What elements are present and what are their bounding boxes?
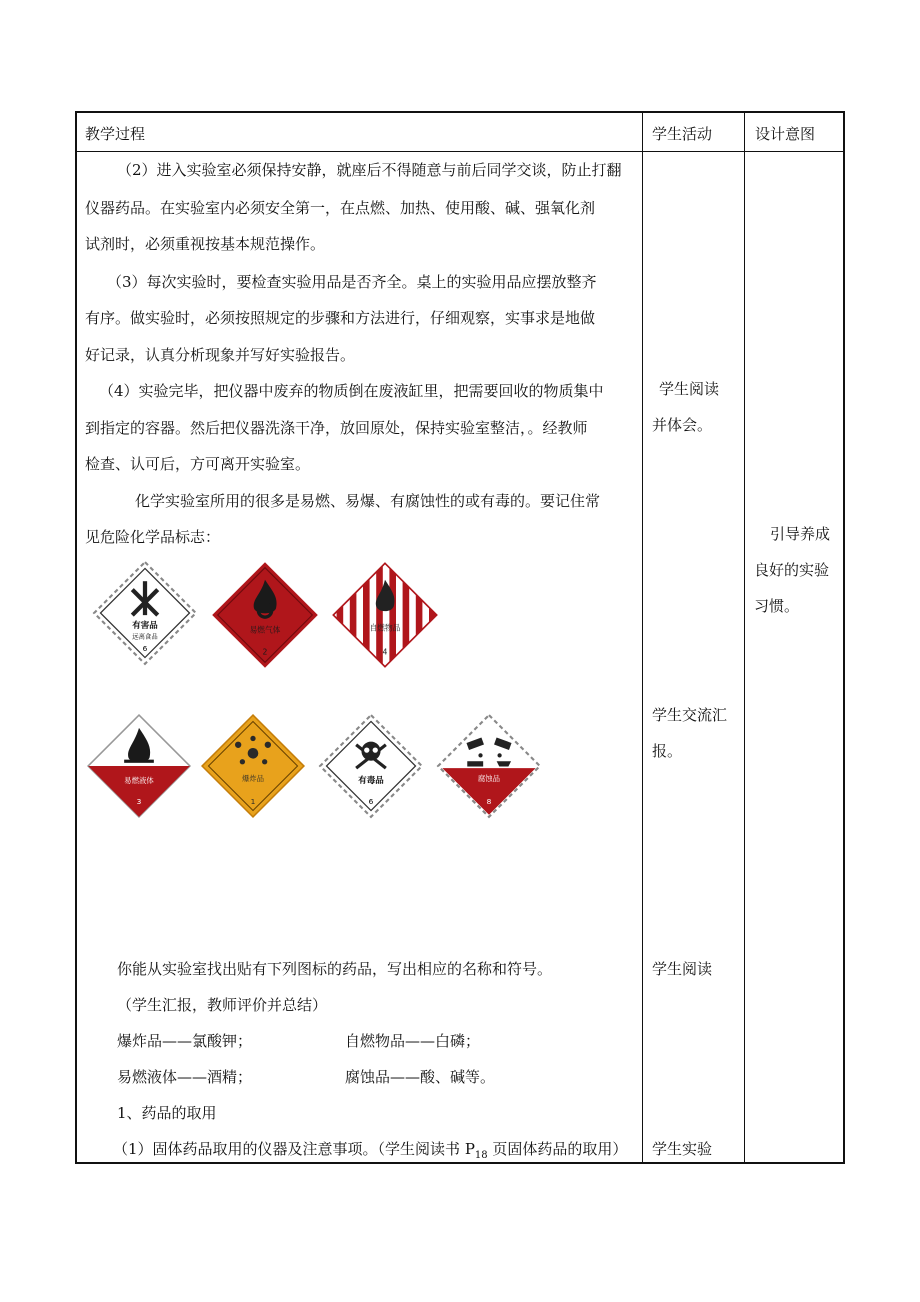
flammable-gas-sign xyxy=(210,560,320,670)
header-activity: 学生活动 xyxy=(652,125,713,143)
svg-text:4: 4 xyxy=(382,647,388,657)
svg-text:爆炸品: 爆炸品 xyxy=(241,773,265,783)
activity-read-2: 并体会。 xyxy=(652,416,713,434)
flammable-liquid-sign xyxy=(86,713,192,819)
activity-read-3: 学生阅读 xyxy=(652,960,713,978)
svg-text:自燃物品: 自燃物品 xyxy=(369,623,401,633)
toxic-goods-sign xyxy=(92,560,198,666)
paragraph-2-line1: （2）进入实验室必须保持安静，就座后不得随意与前后同学交谈，防止打翻 xyxy=(117,161,622,179)
pair1-right: 自燃物品——白磷； xyxy=(345,1032,481,1050)
item-1: （1）固体药品取用的仪器及注意事项。（学生阅读书 $P_{18}$ 页固体药品的取用） xyxy=(113,1140,628,1161)
paragraph-2-line2: 仪器药品。在实验室内必须安全第一，在点燃、加热、使用酸、碱、强氧化剂 xyxy=(85,199,596,217)
svg-text:易燃液体: 易燃液体 xyxy=(124,775,154,785)
pair1-left: 爆炸品——氯酸钾； xyxy=(117,1032,253,1050)
intent-line3: 习惯。 xyxy=(754,597,800,615)
paragraph-5-line2: 见危险化学品标志： xyxy=(85,528,221,546)
svg-text:2: 2 xyxy=(262,647,268,657)
svg-text:腐蚀品: 腐蚀品 xyxy=(477,773,501,783)
column-divider xyxy=(744,113,745,1162)
header-divider xyxy=(77,151,843,152)
activity-experiment: 学生实验 xyxy=(652,1140,713,1158)
question-text: 你能从实验室找出贴有下列图标的药品，写出相应的名称和符号。 xyxy=(117,960,553,978)
svg-text:6: 6 xyxy=(142,644,148,654)
svg-text:8: 8 xyxy=(486,797,492,807)
pair2-left: 易燃液体——酒精； xyxy=(117,1068,253,1086)
header-intent: 设计意图 xyxy=(755,125,816,143)
paragraph-3-line2: 有序。做实验时，必须按照规定的步骤和方法进行，仔细观察，实事求是地做 xyxy=(85,309,596,327)
column-divider xyxy=(642,113,643,1162)
pair2-right: 腐蚀品——酸、碱等。 xyxy=(345,1068,496,1086)
spontaneous-combustion-sign xyxy=(330,560,440,670)
paragraph-3-line3: 好记录，认真分析现象并写好实验报告。 xyxy=(85,346,356,364)
summary-note: （学生汇报，教师评价并总结） xyxy=(117,996,328,1014)
header-process: 教学过程 xyxy=(85,125,146,143)
svg-text:易燃气体: 易燃气体 xyxy=(249,625,281,635)
activity-read-1: 学生阅读 xyxy=(659,380,720,398)
intent-line2: 良好的实验 xyxy=(754,561,830,579)
svg-text:6: 6 xyxy=(368,797,374,807)
paragraph-5-line1: 化学实验室所用的很多是易燃、易爆、有腐蚀性的或有毒的。要记住常 xyxy=(135,492,601,510)
paragraph-4-line2: 到指定的容器。然后把仪器洗涤干净，放回原处，保持实验室整洁，。经教师 xyxy=(85,419,588,437)
paragraph-4-line3: 检查、认可后，方可离开实验室。 xyxy=(85,455,311,473)
intent-line1: 引导养成 xyxy=(770,525,831,543)
svg-text:3: 3 xyxy=(136,797,142,807)
paragraph-4-line1: （4）实验完毕，把仪器中废弃的物质倒在废液缸里，把需要回收的物质集中 xyxy=(99,382,604,400)
corrosive-sign xyxy=(436,713,542,819)
paragraph-2-line3: 试剂时，必须重视按基本规范操作。 xyxy=(85,235,326,253)
section-title: 1、药品的取用 xyxy=(117,1104,217,1122)
svg-text:远离食品: 远离食品 xyxy=(132,633,158,641)
svg-text:有害品: 有害品 xyxy=(132,619,158,630)
explosive-sign xyxy=(200,713,306,819)
poison-sign xyxy=(318,713,424,819)
svg-text:有毒品: 有毒品 xyxy=(358,774,384,785)
svg-text:1: 1 xyxy=(250,797,256,807)
activity-report-2: 报。 xyxy=(652,742,683,760)
activity-report-1: 学生交流汇 xyxy=(652,706,728,724)
paragraph-3-line1: （3）每次实验时，要检查实验用品是否齐全。桌上的实验用品应摆放整齐 xyxy=(107,273,597,291)
